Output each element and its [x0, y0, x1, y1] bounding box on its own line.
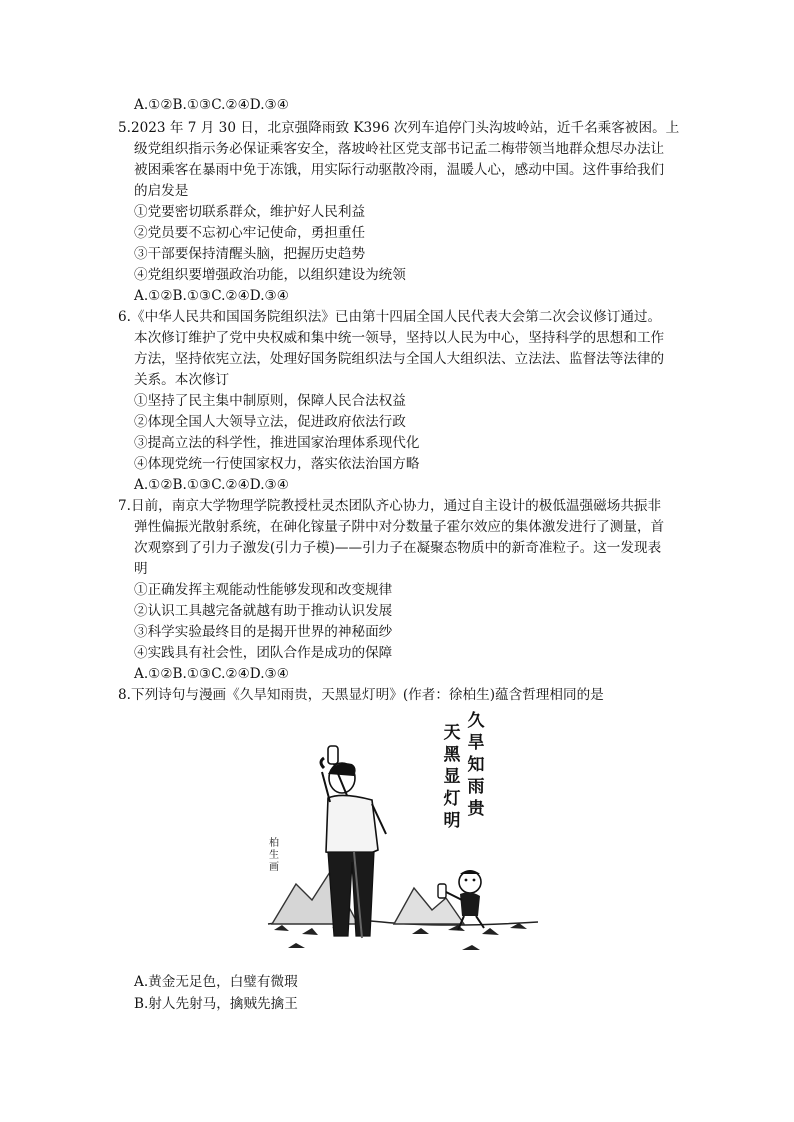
svg-text:旱: 旱	[467, 733, 485, 753]
q5-stem-line-2: 级党组织指示务必保证乘客安全，落坡岭社区党支部书记孟二梅带领当地群众想尽办法让	[134, 141, 665, 157]
q6-stem-line-1: 6.《中华人民共和国国务院组织法》已由第十四届全国人民代表大会第二次会议修订通过。	[118, 309, 662, 325]
svg-text:明: 明	[443, 811, 461, 831]
svg-text:雨: 雨	[467, 777, 485, 797]
q6-stem-line-3: 方法，坚持依宪立法，处理好国务院组织法与全国人大组织法、立法法、监督法等法律的	[134, 351, 665, 367]
q5-option-4: ④党组织要增强政治功能，以组织建设为统领	[134, 267, 406, 283]
q8-option-a: A.黄金无足色，白璧有微瑕	[134, 974, 298, 990]
q7-answer-options: A.①②B.①③C.②④D.③④	[134, 666, 289, 682]
svg-text:知: 知	[467, 755, 485, 775]
q6-option-3: ③提高立法的科学性，推进国家治理体系现代化	[134, 435, 420, 451]
q5-option-2: ②党员要不忘初心牢记使命，勇担重任	[134, 225, 366, 241]
q6-stem-line-2: 本次修订维护了党中央权威和集中统一领导，坚持以人民为中心，坚持科学的思想和工作	[134, 330, 665, 346]
q6-answer-options: A.①②B.①③C.②④D.③④	[134, 477, 289, 493]
q5-stem-line-1: 5.2023 年 7 月 30 日，北京强降雨致 K396 次列车追停门头沟坡岭站，近千名乘客被困。上	[118, 120, 680, 136]
q6-option-4: ④体现党统一行使国家权力，落实依法治国方略	[134, 456, 420, 472]
svg-text:贵: 贵	[467, 799, 485, 819]
svg-text:灯: 灯	[443, 789, 461, 809]
q7-stem-line-1: 7.日前，南京大学物理学院教授杜灵杰团队齐心协力，通过自主设计的极低温强磁场共振非	[118, 498, 662, 514]
q7-option-1: ①正确发挥主观能动性能够发现和改变规律	[134, 582, 393, 598]
q8-option-b: B.射人先射马，擒贼先擒王	[134, 996, 298, 1012]
q6-option-1: ①坚持了民主集中制原则，保障人民合法权益	[134, 393, 406, 409]
svg-text:久: 久	[467, 711, 485, 731]
svg-text:画: 画	[269, 862, 279, 873]
svg-text:生: 生	[269, 850, 279, 861]
q7-option-4: ④实践具有社会性，团队合作是成功的保障	[134, 645, 393, 661]
q6-stem-line-4: 关系。本次修订	[134, 372, 230, 388]
q5-answer-options: A.①②B.①③C.②④D.③④	[134, 288, 289, 304]
q7-option-2: ②认识工具越完备就越有助于推动认识发展	[134, 603, 393, 619]
q7-stem-line-3: 次观察到了引力子激发(引力子模)——引力子在凝聚态物质中的新奇准粒子。这一发现表	[134, 540, 662, 556]
svg-text:显: 显	[443, 767, 461, 787]
q4-answer-options: A.①②B.①③C.②④D.③④	[134, 97, 289, 113]
q7-stem-line-4: 明	[134, 561, 148, 577]
q7-stem-line-2: 弹性偏振光散射系统，在砷化镓量子阱中对分数量子霍尔效应的集体激发进行了测量，首	[134, 519, 665, 535]
svg-text:黑: 黑	[443, 745, 461, 765]
q5-option-3: ③干部要保持清醒头脑，把握历史趋势	[134, 246, 366, 262]
cartoon-illustration	[262, 702, 538, 964]
q5-stem-line-3: 被困乘客在暴雨中免于冻饿，用实际行动驱散冷雨，温暖人心，感动中国。这件事给我们	[134, 162, 665, 178]
svg-text:天: 天	[443, 723, 461, 743]
q6-option-2: ②体现全国人大领导立法，促进政府依法行政	[134, 414, 406, 430]
q5-stem-line-4: 的启发是	[134, 183, 189, 199]
q8-stem: 8.下列诗句与漫画《久旱知雨贵，天黑显灯明》(作者：徐柏生)蕴含哲理相同的是	[118, 687, 604, 703]
q5-option-1: ①党要密切联系群众，维护好人民利益	[134, 204, 366, 220]
q7-option-3: ③科学实验最终目的是揭开世界的神秘面纱	[134, 624, 393, 640]
svg-text:柏: 柏	[269, 838, 279, 849]
